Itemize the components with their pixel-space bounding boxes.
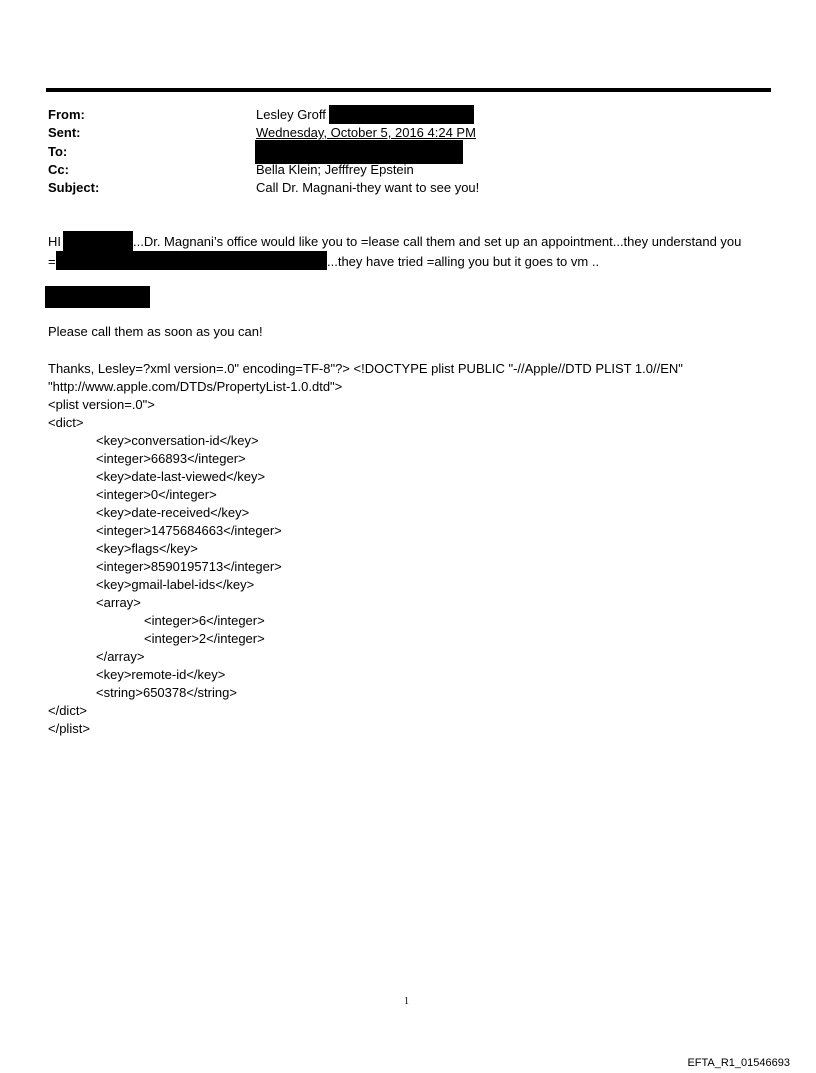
xml-line: <dict> bbox=[48, 415, 84, 430]
xml-line: <plist version=.0"> bbox=[48, 397, 155, 412]
xml-line: <integer>8590195713</integer> bbox=[96, 559, 282, 574]
body-line-1 bbox=[48, 233, 61, 251]
xml-line: <key>conversation-id</key> bbox=[96, 433, 259, 448]
xml-line: <integer>66893</integer> bbox=[96, 451, 246, 466]
to-label: To: bbox=[48, 144, 68, 159]
xml-line: <key>date-received</key> bbox=[96, 505, 250, 520]
body-line-1-start: HI bbox=[48, 234, 61, 249]
xml-line: <integer>1475684663</integer> bbox=[96, 523, 282, 538]
xml-line: <key>date-last-viewed</key> bbox=[96, 469, 266, 484]
cc-label: Cc: bbox=[48, 162, 69, 177]
document-id: EFTA_R1_01546693 bbox=[687, 1057, 790, 1069]
xml-line: <key>gmail-label-ids</key> bbox=[96, 577, 255, 592]
xml-line: </plist> bbox=[48, 721, 90, 736]
from-value: Lesley Groff bbox=[256, 107, 326, 122]
xml-line: <array> bbox=[96, 595, 141, 610]
header-rule bbox=[46, 88, 771, 92]
xml-line: <integer>0</integer> bbox=[96, 487, 217, 502]
xml-line: <integer>6</integer> bbox=[144, 613, 265, 628]
page-number: 1 bbox=[404, 996, 409, 1007]
cc-value: Bella Klein; Jefffrey Epstein bbox=[256, 162, 414, 177]
redaction-from-email bbox=[329, 105, 474, 124]
thanks-line-1: Thanks, Lesley=?xml version=.0" encoding=TF-8"?> <!DOCTYPE plist PUBLIC "-//Apple//DTD PLIST 1.0//EN" bbox=[48, 361, 683, 376]
sent-value: Wednesday, October 5, 2016 4:24 PM bbox=[256, 125, 476, 140]
xml-line: <key>remote-id</key> bbox=[96, 667, 226, 682]
body-line-1-text bbox=[133, 233, 741, 251]
xml-line: </dict> bbox=[48, 703, 88, 718]
sent-label: Sent: bbox=[48, 125, 81, 140]
xml-line: <key>flags</key> bbox=[96, 541, 198, 556]
thanks-line-2: "http://www.apple.com/DTDs/PropertyList-1.0.dtd"> bbox=[48, 379, 343, 394]
subject-value: Call Dr. Magnani-they want to see you! bbox=[256, 180, 480, 195]
subject-label: Subject: bbox=[48, 180, 100, 195]
xml-line: <integer>2</integer> bbox=[144, 631, 265, 646]
redaction-recipient-name bbox=[63, 231, 133, 252]
body-line-2-start: = bbox=[48, 254, 56, 269]
body-line-1-rest: ...Dr. Magnani’s office would like you to =lease call them and set up an appointment...they understand you bbox=[133, 234, 742, 249]
please-line: Please call them as soon as you can! bbox=[48, 324, 263, 339]
redaction-block bbox=[45, 286, 150, 308]
xml-line: </array> bbox=[96, 649, 145, 664]
xml-block bbox=[48, 396, 282, 738]
body-line-2-rest: ...they have tried =alling you but it goes to vm .. bbox=[327, 254, 600, 269]
redaction-line-2 bbox=[56, 251, 327, 270]
body-line-2 bbox=[48, 253, 56, 271]
body-line-2-text bbox=[327, 253, 599, 271]
xml-line: <string>650378</string> bbox=[96, 685, 237, 700]
from-label: From: bbox=[48, 107, 85, 122]
